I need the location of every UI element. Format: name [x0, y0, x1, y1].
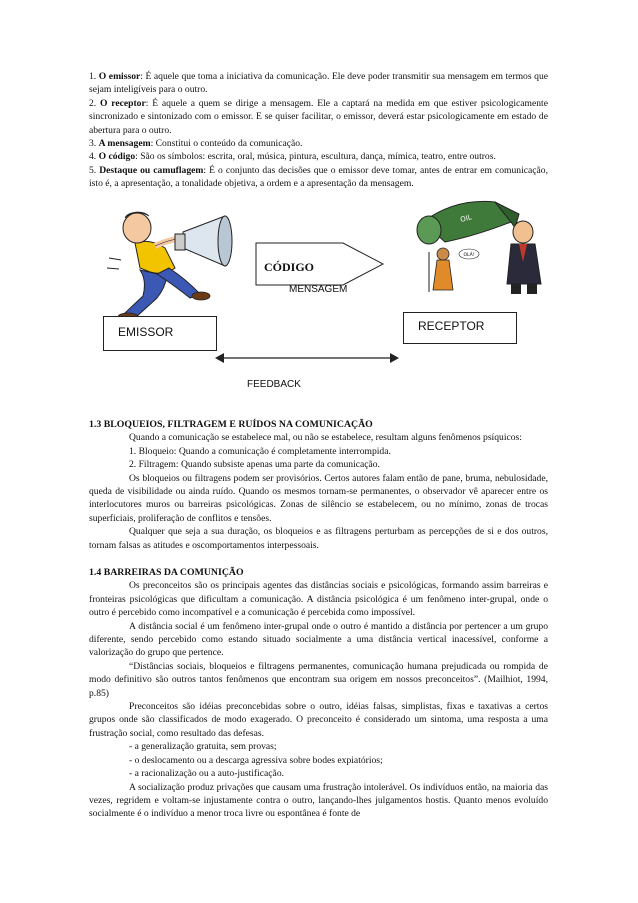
section-1-3-title: 1.3 BLOQUEIOS, FILTRAGEM E RUÍDOS NA COMUNICAÇÃO — [89, 419, 373, 430]
communication-diagram — [0, 190, 638, 410]
paragraph: A distância social é um fenômeno inter-grupal onde o outro é mantido a distância por pertencer a um grupo diferente, sendo percebido como estando situado socialmente a uma distância vertical inacessível, conforme a valorização do grupo que pertence. — [89, 620, 548, 659]
mensagem-label: MENSAGEM — [289, 284, 348, 295]
section-1-3 — [89, 418, 548, 552]
feedback-arrow — [215, 351, 399, 365]
definition-5: 5. Destaque ou camuflagem: É o conjunto das decisões que o emissor deve tomar, antes de entrar em comunicação, isto é, a apresentação, a tonalidade objetiva, a ordem e a apresentação da mensagem. — [89, 164, 548, 190]
paragraph: Quando a comunicação se estabelece mal, ou não se estabelece, resultam alguns fenômenos psíquicos: — [129, 432, 522, 444]
definition-2: 2. O receptor: É aquele a quem se dirige a mensagem. Ele a captará na medida em que estiver psicologicamente sincronizado e sintonizado com o emissor. E se quiser facilitar, o emissor, deverá estar psicologicamente em estado de abertura para o outro. — [89, 97, 548, 136]
definition-3: 3. A mensagem: Constitui o conteúdo da comunicação. — [89, 138, 303, 150]
paragraph: Qualquer que seja a sua duração, os bloqueios e as filtragens perturbam as percepções de si e dos outros, tornam falsas as atitudes e oscomportamentos interpessoais. — [89, 526, 548, 551]
emissor-illustration — [95, 198, 245, 328]
list-item: - a generalização gratuita, sem provas; — [129, 741, 277, 753]
definitions — [89, 70, 548, 191]
codigo-label: CÓDIGO — [264, 260, 315, 274]
paragraph: Preconceitos são idéias preconcebidas sobre o outro, idéias falsas, simplistas, fixas e taxativas a certos grupos onde são classificados de modo exagerado. O preconceito é considerado um sintoma, uma resposta a uma frustração social, como resultado das defesas. — [89, 701, 548, 739]
definition-4: 4. O código: São os símbolos: escrita, oral, música, pintura, escultura, dança, mímica, teatro, entre outros. — [89, 151, 496, 163]
list-item: - o deslocamento ou a descarga agressiva sobre bodes expiatórios; — [129, 754, 383, 766]
svg-text:OIL: OIL — [459, 213, 473, 224]
feedback-label: FEEDBACK — [247, 379, 301, 390]
paragraph: Os bloqueios ou filtragens podem ser provisórios. Certos autores falam então de pane, bruma, nebulosidade, queda de visibilidade ou ainda ruído. Quando os mesmos tornam-se permanentes, o observador vê aparecer entre os interlocutores muros ou barreiras psicológicas. Zonas de silêncio se estabelecem, ou no mínimo, zonas de trocas superficiais, proliferação de conflitos e tensões. — [89, 472, 548, 524]
definition-1: 1. O emissor: É aquele que toma a iniciativa da comunicação. Ele deve poder transmitir sua mensagem em termos que sejam inteligíveis para o outro. — [89, 71, 548, 96]
section-1-4-title: 1.4 BARREIRAS DA COMUNIÇÃO — [89, 567, 244, 578]
list-item: 1. Bloqueio: Quando a comunicação é completamente interrompida. — [129, 445, 391, 457]
list-item: 2. Filtragem: Quando subsiste apenas uma parte da comunicação. — [129, 459, 380, 471]
receptor-label: RECEPTOR — [418, 319, 485, 333]
emissor-label: EMISSOR — [118, 325, 174, 339]
section-1-4 — [89, 566, 548, 821]
list-item: - a racionalização ou a auto-justificação. — [129, 768, 285, 780]
paragraph: Os preconceitos são os principais agentes das distâncias sociais e psicológicas, formando assim barreiras e fronteiras psicológicas que dificultam a comunicação. A distância psicológica é um fenômeno inter-grupal, onde o outro é percebido como incompatível e a comunicação é percebida como impossível. — [89, 580, 548, 619]
emissor-box — [103, 316, 217, 351]
receptor-box — [403, 312, 517, 344]
balloon-text: OLÁ! — [463, 253, 475, 258]
quote-paragraph: “Distâncias sociais, bloqueios e filtragens permanentes, comunicação humana prejudicada ou rompida de modo definitivo são outros tantos fenômenos que encontram sua origem em nossos preconceitos”. (Mailhiot, 1994, p.85) — [89, 660, 548, 699]
receptor-illustration — [415, 192, 555, 297]
paragraph: A socialização produz privações que causam uma frustração intolerável. Os indivíduos então, na maioria das vezes, regridem e voltam-se injustamente contra o outro, lançando-lhes julgamentos hostis. Quanto menos evoluído socialmente é o indivíduo a menor troca livre ou espontânea é fonte de — [89, 781, 548, 820]
